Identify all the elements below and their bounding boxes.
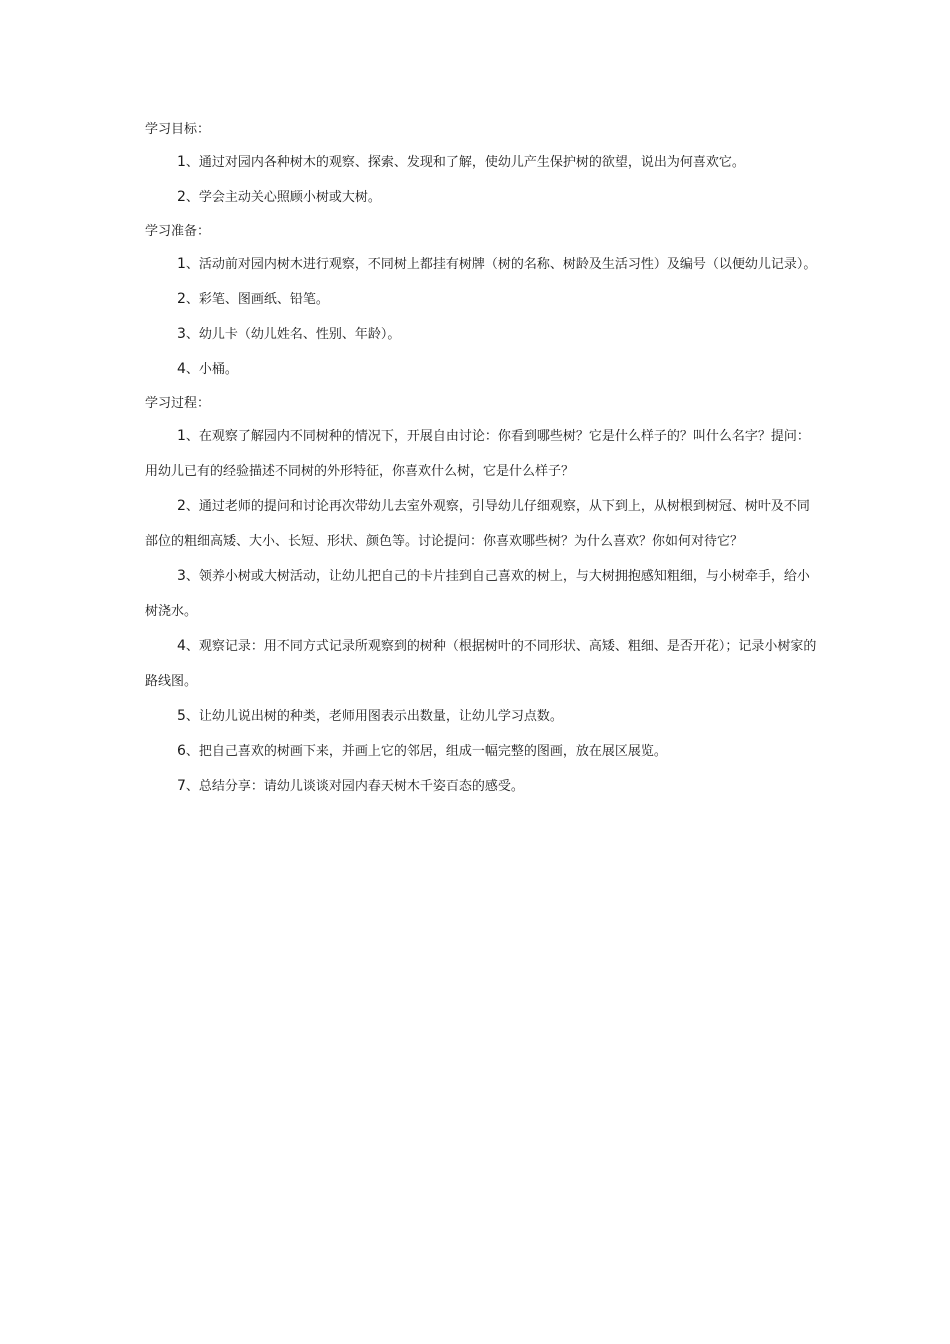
item-text: 、彩笔、图画纸、铅笔。 [185,292,329,307]
item-number: 1 [177,256,186,272]
item-text: 、领养小树或大树活动，让幼儿把自己的卡片挂到自己喜欢的树上，与大树拥抱感知粗细，与小树牵手，给小树浇水。 [145,569,810,619]
item-number: 1 [177,154,186,170]
section-heading-process: 学习过程： [145,396,211,411]
goal-item-2 [145,180,821,215]
process-item-1 [145,419,821,489]
item-text: 、通过老师的提问和讨论再次带幼儿去室外观察，引导幼儿仔细观察，从下到上，从树根到树冠、树叶及不同部位的粗细高矮、大小、长短、形状、颜色等。讨论提问：你喜欢哪些树？为什么喜欢？你如何对待它？ [145,499,810,549]
item-number: 3 [177,326,186,342]
process-item-2 [145,489,821,559]
item-number: 2 [177,498,186,514]
document-body [145,120,821,804]
item-number: 2 [177,189,186,205]
item-number: 7 [177,778,186,794]
item-text: 、把自己喜欢的树画下来，并画上它的邻居，组成一幅完整的图画，放在展区展览。 [185,744,667,759]
item-text: 、在观察了解园内不同树种的情况下，开展自由讨论：你看到哪些树？它是什么样子的？叫什么名字？提问：用幼儿已有的经验描述不同树的外形特征，你喜欢什么树，它是什么样子？ [145,429,810,479]
item-text: 、通过对园内各种树木的观察、探索、发现和了解，使幼儿产生保护树的欲望，说出为何喜欢它。 [185,155,745,170]
goal-item-1 [145,145,821,180]
item-number: 2 [177,291,186,307]
process-item-3 [145,559,821,629]
section-heading-preparation: 学习准备： [145,224,211,239]
item-text: 、小桶。 [185,362,238,377]
process-item-7 [145,769,821,804]
item-number: 5 [177,708,186,724]
item-number: 6 [177,743,186,759]
process-item-4 [145,629,821,699]
item-text: 、活动前对园内树木进行观察，不同树上都挂有树牌（树的名称、树龄及生活习性）及编号（以便幼儿记录）。 [185,257,817,272]
item-number: 4 [177,638,186,654]
item-text: 、让幼儿说出树的种类，老师用图表示出数量，让幼儿学习点数。 [185,709,563,724]
process-item-5 [145,699,821,734]
item-text: 、学会主动关心照顾小树或大树。 [185,190,381,205]
item-number: 3 [177,568,186,584]
item-text: 、总结分享：请幼儿谈谈对园内春天树木千姿百态的感受。 [185,779,524,794]
preparation-item-3 [145,317,821,352]
item-text: 、幼儿卡（幼儿姓名、性别、年龄）。 [185,327,401,342]
item-text: 、观察记录：用不同方式记录所观察到的树种（根据树叶的不同形状、高矮、粗细、是否开花）；记录小树家的路线图。 [145,639,817,689]
preparation-item-4 [145,352,821,387]
preparation-item-2 [145,282,821,317]
process-item-6 [145,734,821,769]
item-number: 1 [177,428,186,444]
preparation-item-1 [145,247,821,282]
item-number: 4 [177,361,186,377]
section-heading-goals: 学习目标： [145,122,211,137]
